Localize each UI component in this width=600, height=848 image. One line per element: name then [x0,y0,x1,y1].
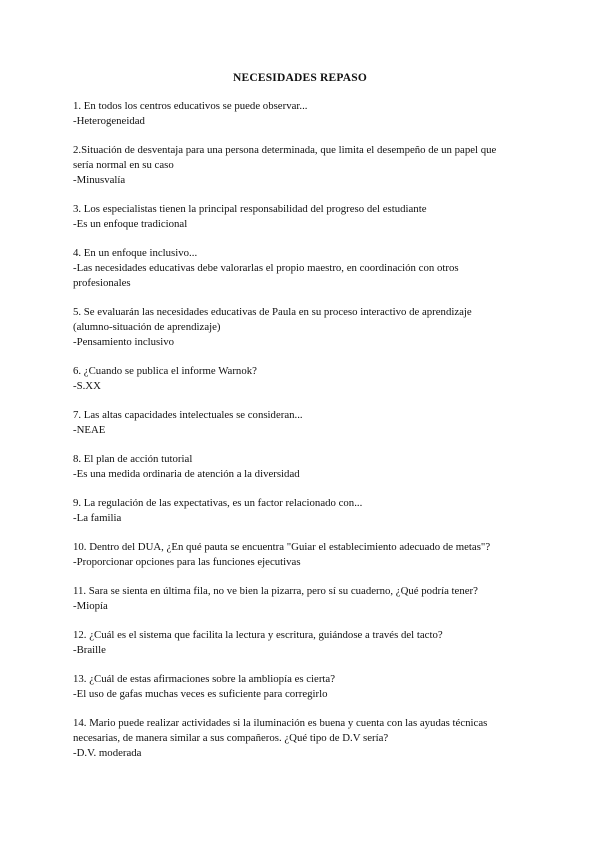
question-item [73,202,533,232]
question-item [73,716,533,761]
question-text: 11. Sara se sienta en última fila, no ve bien la pizarra, pero sí su cuaderno, ¿Qué podría tener? [73,585,478,597]
answer-text: -Es un enfoque tradicional [73,218,188,230]
question-text: 5. Se evaluarán las necesidades educativas de Paula en su proceso interactivo de aprendizaje [73,306,472,318]
question-text: 6. ¿Cuando se publica el informe Warnok? [73,365,257,377]
answer-text: profesionales [73,277,131,289]
answer-text: -Pensamiento inclusivo [73,336,175,348]
question-item [73,364,533,394]
question-item [73,305,533,350]
question-item [73,496,533,526]
answer-text: -NEAE [73,424,106,436]
answer-text: -Miopía [73,600,108,612]
answer-text: -Heterogeneidad [73,115,145,127]
question-text: 4. En un enfoque inclusivo... [73,247,198,259]
question-text: 8. El plan de acción tutorial [73,453,193,465]
answer-text: -Braille [73,644,106,656]
question-text: 2.Situación de desventaja para una persona determinada, que limita el desempeño de un papel que [73,144,497,156]
question-item [73,672,533,702]
question-item [73,143,533,188]
answer-text: -La familia [73,512,122,524]
answer-text: -Minusvalía [73,174,126,186]
answer-text: -Las necesidades educativas debe valorarlas el propio maestro, en coordinación con otros [73,262,459,274]
question-text: 1. En todos los centros educativos se puede observar... [73,100,308,112]
question-item [73,246,533,291]
question-text: (alumno-situación de aprendizaje) [73,321,221,333]
question-item [73,408,533,438]
answer-text: -D.V. moderada [73,747,142,759]
question-text: 9. La regulación de las expectativas, es un factor relacionado con... [73,497,363,509]
question-text: 14. Mario puede realizar actividades si la iluminación es buena y cuenta con las ayudas técnicas [73,717,488,729]
question-text: sería normal en su caso [73,159,174,171]
question-text: necesarias, de manera similar a sus compañeros. ¿Qué tipo de D.V sería? [73,732,389,744]
question-text: 10. Dentro del DUA, ¿En qué pauta se encuentra "Guiar el establecimiento adecuado de metas"? [73,541,491,553]
question-text: 7. Las altas capacidades intelectuales se consideran... [73,409,303,421]
question-item [73,99,533,129]
question-list [73,99,533,775]
answer-text: -Proporcionar opciones para las funciones ejecutivas [73,556,301,568]
question-item [73,540,533,570]
answer-text: -El uso de gafas muchas veces es suficiente para corregirlo [73,688,328,700]
answer-text: -S.XX [73,380,101,392]
document-title: NECESIDADES REPASO [232,72,368,84]
question-item [73,628,533,658]
question-item [73,584,533,614]
question-item [73,452,533,482]
answer-text: -Es una medida ordinaria de atención a la diversidad [73,468,300,480]
question-text: 13. ¿Cuál de estas afirmaciones sobre la ambliopía es cierta? [73,673,336,685]
question-text: 12. ¿Cuál es el sistema que facilita la lectura y escritura, guiándose a través del tacto? [73,629,443,641]
question-text: 3. Los especialistas tienen la principal responsabilidad del progreso del estudiante [73,203,427,215]
